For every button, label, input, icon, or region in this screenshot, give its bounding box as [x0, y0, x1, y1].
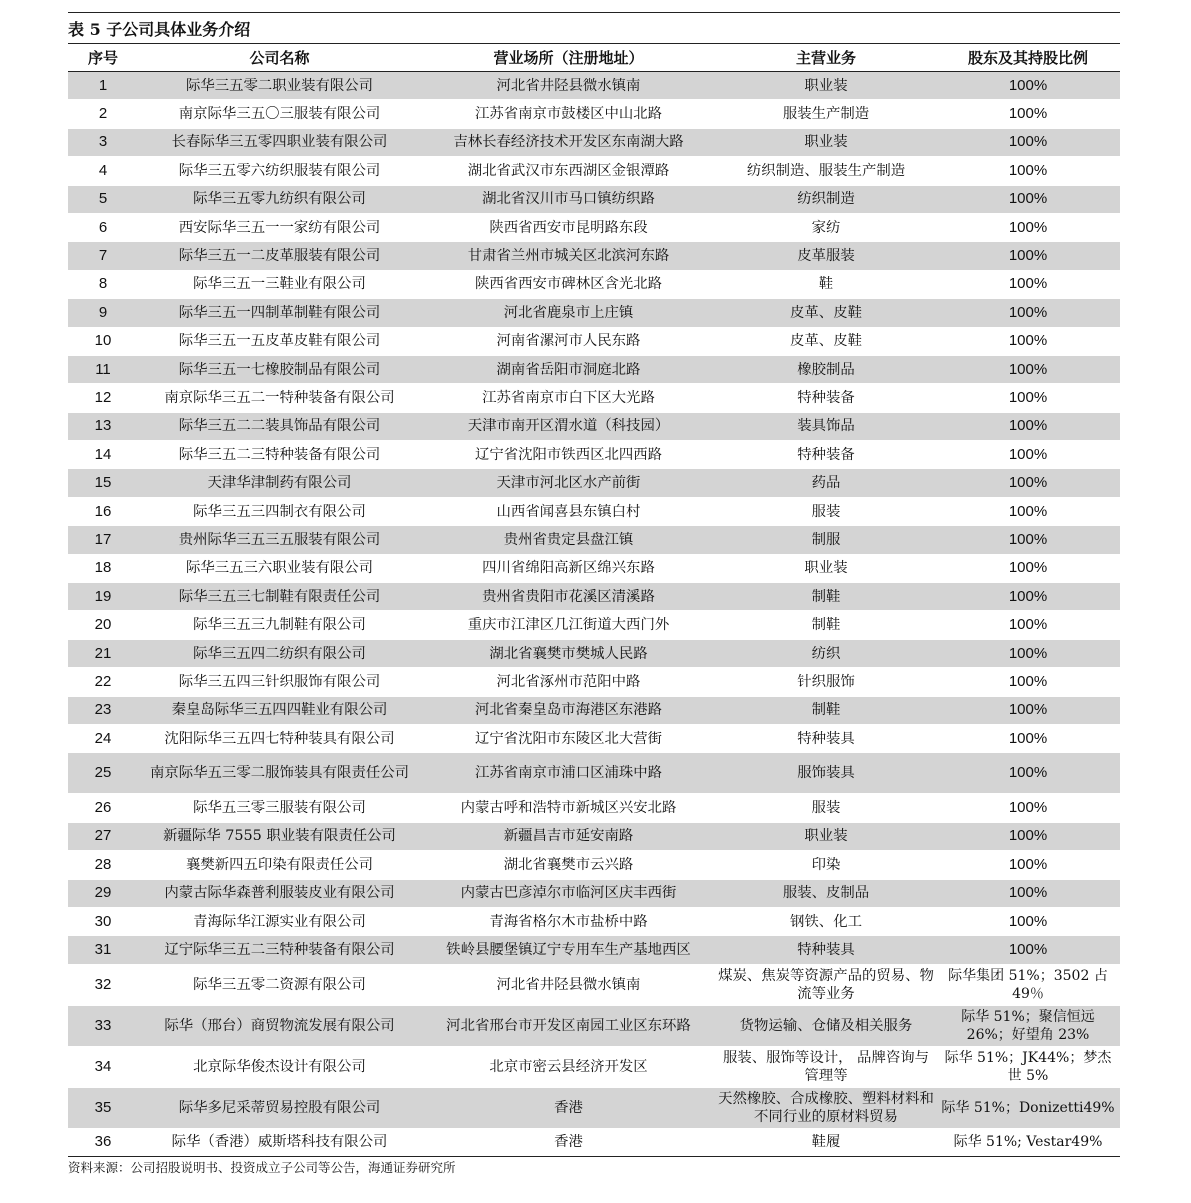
cell-business: 装具饰品 — [716, 412, 936, 440]
cell-address: 内蒙古巴彦淖尔市临河区庆丰西街 — [421, 879, 716, 907]
cell-company-name: 际华三五三九制鞋有限公司 — [138, 611, 421, 639]
cell-shareholders: 100% — [936, 554, 1120, 582]
cell-shareholders: 际华 51%; Vestar49% — [936, 1128, 1120, 1156]
cell-business: 职业装 — [716, 554, 936, 582]
cell-no: 5 — [68, 185, 138, 213]
cell-address: 贵州省贵定县盘江镇 — [421, 526, 716, 554]
cell-shareholders: 100% — [936, 185, 1120, 213]
cell-address: 河北省井陉县微水镇南 — [421, 964, 716, 1005]
cell-shareholders: 100% — [936, 526, 1120, 554]
cell-address: 河南省漯河市人民东路 — [421, 327, 716, 355]
table-row — [68, 355, 1120, 383]
cell-no: 19 — [68, 583, 138, 611]
table-row — [68, 851, 1120, 879]
cell-business: 药品 — [716, 469, 936, 497]
cell-no: 15 — [68, 469, 138, 497]
header-row — [68, 44, 1120, 72]
cell-company-name: 辽宁际华三五二三特种装备有限公司 — [138, 936, 421, 964]
table-row — [68, 936, 1120, 964]
document-page — [68, 12, 1120, 1176]
cell-business: 鞋履 — [716, 1128, 936, 1156]
cell-no: 31 — [68, 936, 138, 964]
cell-no: 17 — [68, 526, 138, 554]
cell-address: 江苏省南京市鼓楼区中山北路 — [421, 100, 716, 128]
table-row — [68, 72, 1120, 100]
cell-business: 服装生产制造 — [716, 100, 936, 128]
cell-company-name: 际华三五零九纺织有限公司 — [138, 185, 421, 213]
cell-business: 特种装备 — [716, 384, 936, 412]
cell-address: 新疆昌吉市延安南路 — [421, 822, 716, 850]
cell-business: 纺织 — [716, 639, 936, 667]
cell-shareholders: 100% — [936, 907, 1120, 935]
cell-address: 湖北省武汉市东西湖区金银潭路 — [421, 157, 716, 185]
table-row — [68, 794, 1120, 822]
table-row — [68, 907, 1120, 935]
cell-shareholders: 100% — [936, 327, 1120, 355]
cell-business: 皮革、皮鞋 — [716, 327, 936, 355]
table-row — [68, 213, 1120, 241]
table-row — [68, 526, 1120, 554]
cell-shareholders: 100% — [936, 753, 1120, 794]
cell-company-name: 际华三五一七橡胶制品有限公司 — [138, 355, 421, 383]
cell-shareholders: 100% — [936, 794, 1120, 822]
table-row — [68, 157, 1120, 185]
cell-company-name: 际华三五三四制衣有限公司 — [138, 497, 421, 525]
cell-company-name: 秦皇岛际华三五四四鞋业有限公司 — [138, 696, 421, 724]
cell-address: 湖北省汉川市马口镇纺织路 — [421, 185, 716, 213]
cell-address: 江苏省南京市浦口区浦珠中路 — [421, 753, 716, 794]
cell-no: 36 — [68, 1128, 138, 1156]
table-body — [68, 72, 1120, 1157]
cell-shareholders: 100% — [936, 822, 1120, 850]
cell-shareholders: 100% — [936, 611, 1120, 639]
cell-company-name: 襄樊新四五印染有限责任公司 — [138, 851, 421, 879]
cell-shareholders: 际华 51%；JK44%；梦杰世 5% — [936, 1046, 1120, 1087]
cell-shareholders: 100% — [936, 583, 1120, 611]
table-row — [68, 724, 1120, 752]
cell-shareholders: 100% — [936, 270, 1120, 298]
table-row — [68, 469, 1120, 497]
cell-business: 服装 — [716, 497, 936, 525]
cell-company-name: 际华三五四二纺织有限公司 — [138, 639, 421, 667]
cell-company-name: 贵州际华三五三五服装有限公司 — [138, 526, 421, 554]
cell-shareholders: 100% — [936, 157, 1120, 185]
cell-business: 制鞋 — [716, 583, 936, 611]
cell-no: 34 — [68, 1046, 138, 1087]
table-row — [68, 583, 1120, 611]
table-row — [68, 128, 1120, 156]
cell-no: 16 — [68, 497, 138, 525]
cell-no: 24 — [68, 724, 138, 752]
cell-no: 30 — [68, 907, 138, 935]
cell-shareholders: 100% — [936, 242, 1120, 270]
cell-address: 湖南省岳阳市洞庭北路 — [421, 355, 716, 383]
cell-company-name: 西安际华三五一一家纺有限公司 — [138, 213, 421, 241]
cell-no: 35 — [68, 1087, 138, 1128]
cell-address: 铁岭县腰堡镇辽宁专用车生产基地西区 — [421, 936, 716, 964]
cell-address: 山西省闻喜县东镇白村 — [421, 497, 716, 525]
cell-business: 煤炭、焦炭等资源产品的贸易、物流等业务 — [716, 964, 936, 1005]
cell-company-name: 南京际华三五〇三服装有限公司 — [138, 100, 421, 128]
cell-address: 河北省邢台市开发区南园工业区东环路 — [421, 1005, 716, 1046]
cell-no: 2 — [68, 100, 138, 128]
cell-no: 25 — [68, 753, 138, 794]
cell-address: 天津市南开区渭水道（科技园） — [421, 412, 716, 440]
cell-business: 针织服饰 — [716, 668, 936, 696]
cell-company-name: 长春际华三五零四职业装有限公司 — [138, 128, 421, 156]
cell-no: 22 — [68, 668, 138, 696]
cell-company-name: 际华三五零六纺织服装有限公司 — [138, 157, 421, 185]
cell-business: 服装 — [716, 794, 936, 822]
cell-company-name: 沈阳际华三五四七特种装具有限公司 — [138, 724, 421, 752]
table-row — [68, 185, 1120, 213]
cell-address: 江苏省南京市白下区大光路 — [421, 384, 716, 412]
table-row — [68, 1087, 1120, 1128]
table-title: 表 5 子公司具体业务介绍 — [68, 20, 251, 39]
cell-address: 吉林长春经济技术开发区东南湖大路 — [421, 128, 716, 156]
cell-business: 货物运输、仓储及相关服务 — [716, 1005, 936, 1046]
cell-company-name: 际华三五零二职业装有限公司 — [138, 72, 421, 100]
cell-no: 26 — [68, 794, 138, 822]
cell-address: 陕西省西安市碑林区含光北路 — [421, 270, 716, 298]
cell-business: 服装、服饰等设计， 品牌咨询与管理等 — [716, 1046, 936, 1087]
cell-company-name: 青海际华江源实业有限公司 — [138, 907, 421, 935]
cell-address: 辽宁省沈阳市铁西区北四西路 — [421, 441, 716, 469]
cell-business: 特种装具 — [716, 724, 936, 752]
cell-company-name: 际华（邢台）商贸物流发展有限公司 — [138, 1005, 421, 1046]
cell-shareholders: 100% — [936, 412, 1120, 440]
cell-business: 皮革、皮鞋 — [716, 299, 936, 327]
table-row — [68, 100, 1120, 128]
cell-company-name: 际华三五三七制鞋有限责任公司 — [138, 583, 421, 611]
cell-address: 河北省秦皇岛市海港区东港路 — [421, 696, 716, 724]
cell-shareholders: 100% — [936, 299, 1120, 327]
cell-company-name: 际华三五二二装具饰品有限公司 — [138, 412, 421, 440]
cell-business: 纺织制造、服装生产制造 — [716, 157, 936, 185]
header-address: 营业场所（注册地址） — [421, 44, 716, 72]
table-row — [68, 497, 1120, 525]
cell-shareholders: 100% — [936, 696, 1120, 724]
cell-no: 1 — [68, 72, 138, 100]
cell-business: 纺织制造 — [716, 185, 936, 213]
cell-address: 重庆市江津区几江街道大西门外 — [421, 611, 716, 639]
source-note: 资料来源：公司招股说明书、投资成立子公司等公告，海通证券研究所 — [68, 1160, 456, 1176]
cell-no: 3 — [68, 128, 138, 156]
cell-address: 湖北省襄樊市樊城人民路 — [421, 639, 716, 667]
cell-address: 内蒙古呼和浩特市新城区兴安北路 — [421, 794, 716, 822]
header-company-name: 公司名称 — [138, 44, 421, 72]
cell-business: 服饰装具 — [716, 753, 936, 794]
table-row — [68, 554, 1120, 582]
cell-business: 制鞋 — [716, 696, 936, 724]
subsidiary-table — [68, 43, 1120, 1157]
cell-address: 四川省绵阳高新区绵兴东路 — [421, 554, 716, 582]
cell-business: 职业装 — [716, 128, 936, 156]
cell-shareholders: 100% — [936, 213, 1120, 241]
cell-no: 21 — [68, 639, 138, 667]
header-business: 主营业务 — [716, 44, 936, 72]
cell-address: 北京市密云县经济开发区 — [421, 1046, 716, 1087]
cell-company-name: 际华（香港）威斯塔科技有限公司 — [138, 1128, 421, 1156]
cell-no: 23 — [68, 696, 138, 724]
cell-company-name: 天津华津制药有限公司 — [138, 469, 421, 497]
cell-business: 天然橡胶、合成橡胶、塑料材料和不同行业的原材料贸易 — [716, 1087, 936, 1128]
cell-business: 制鞋 — [716, 611, 936, 639]
cell-shareholders: 100% — [936, 879, 1120, 907]
cell-business: 特种装备 — [716, 441, 936, 469]
cell-shareholders: 100% — [936, 724, 1120, 752]
cell-no: 14 — [68, 441, 138, 469]
table-row — [68, 611, 1120, 639]
table-row — [68, 1128, 1120, 1156]
cell-business: 钢铁、化工 — [716, 907, 936, 935]
cell-business: 皮革服装 — [716, 242, 936, 270]
cell-company-name: 际华三五一五皮革皮鞋有限公司 — [138, 327, 421, 355]
cell-shareholders: 际华 51%；Donizetti49% — [936, 1087, 1120, 1128]
cell-address: 河北省涿州市范阳中路 — [421, 668, 716, 696]
cell-business: 鞋 — [716, 270, 936, 298]
cell-no: 13 — [68, 412, 138, 440]
cell-shareholders: 100% — [936, 72, 1120, 100]
table-row — [68, 668, 1120, 696]
cell-shareholders: 100% — [936, 128, 1120, 156]
cell-address: 贵州省贵阳市花溪区清溪路 — [421, 583, 716, 611]
cell-business: 服装、皮制品 — [716, 879, 936, 907]
cell-company-name: 际华三五二三特种装备有限公司 — [138, 441, 421, 469]
cell-no: 18 — [68, 554, 138, 582]
cell-address: 陕西省西安市昆明路东段 — [421, 213, 716, 241]
cell-shareholders: 100% — [936, 355, 1120, 383]
cell-company-name: 南京际华五三零二服饰装具有限责任公司 — [138, 753, 421, 794]
cell-address: 湖北省襄樊市云兴路 — [421, 851, 716, 879]
cell-company-name: 际华三五一三鞋业有限公司 — [138, 270, 421, 298]
cell-shareholders: 100% — [936, 497, 1120, 525]
cell-address: 天津市河北区水产前街 — [421, 469, 716, 497]
cell-no: 33 — [68, 1005, 138, 1046]
table-row — [68, 879, 1120, 907]
table-row — [68, 441, 1120, 469]
cell-shareholders: 100% — [936, 441, 1120, 469]
table-row — [68, 964, 1120, 1005]
table-row — [68, 1005, 1120, 1046]
cell-address: 甘肃省兰州市城关区北滨河东路 — [421, 242, 716, 270]
cell-business: 职业装 — [716, 72, 936, 100]
table-row — [68, 384, 1120, 412]
header-no: 序号 — [68, 44, 138, 72]
cell-business: 职业装 — [716, 822, 936, 850]
cell-business: 家纺 — [716, 213, 936, 241]
cell-address: 河北省井陉县微水镇南 — [421, 72, 716, 100]
cell-address: 香港 — [421, 1128, 716, 1156]
cell-company-name: 际华三五一四制革制鞋有限公司 — [138, 299, 421, 327]
table-row — [68, 242, 1120, 270]
cell-no: 4 — [68, 157, 138, 185]
cell-shareholders: 100% — [936, 100, 1120, 128]
cell-company-name: 际华五三零三服装有限公司 — [138, 794, 421, 822]
cell-shareholders: 100% — [936, 469, 1120, 497]
cell-no: 8 — [68, 270, 138, 298]
table-row — [68, 696, 1120, 724]
cell-shareholders: 际华集团 51%；3502 占 49％ — [936, 964, 1120, 1005]
cell-shareholders: 际华 51%；聚信恒远 26%；好望角 23% — [936, 1005, 1120, 1046]
cell-address: 青海省格尔木市盐桥中路 — [421, 907, 716, 935]
cell-company-name: 际华三五三六职业装有限公司 — [138, 554, 421, 582]
cell-company-name: 际华三五零二资源有限公司 — [138, 964, 421, 1005]
cell-company-name: 际华三五四三针织服饰有限公司 — [138, 668, 421, 696]
cell-no: 29 — [68, 879, 138, 907]
cell-no: 20 — [68, 611, 138, 639]
cell-business: 印染 — [716, 851, 936, 879]
cell-no: 12 — [68, 384, 138, 412]
cell-company-name: 南京际华三五二一特种装备有限公司 — [138, 384, 421, 412]
cell-no: 9 — [68, 299, 138, 327]
table-row — [68, 822, 1120, 850]
cell-business: 制服 — [716, 526, 936, 554]
cell-company-name: 际华多尼采蒂贸易控股有限公司 — [138, 1087, 421, 1128]
cell-shareholders: 100% — [936, 639, 1120, 667]
cell-shareholders: 100% — [936, 936, 1120, 964]
cell-business: 特种装具 — [716, 936, 936, 964]
cell-address: 河北省鹿泉市上庄镇 — [421, 299, 716, 327]
table-row — [68, 270, 1120, 298]
cell-business: 橡胶制品 — [716, 355, 936, 383]
cell-company-name: 际华三五一二皮革服装有限公司 — [138, 242, 421, 270]
cell-address: 辽宁省沈阳市东陵区北大营街 — [421, 724, 716, 752]
cell-no: 32 — [68, 964, 138, 1005]
cell-shareholders: 100% — [936, 851, 1120, 879]
cell-shareholders: 100% — [936, 668, 1120, 696]
cell-company-name: 北京际华俊杰设计有限公司 — [138, 1046, 421, 1087]
cell-no: 27 — [68, 822, 138, 850]
cell-no: 10 — [68, 327, 138, 355]
table-row — [68, 753, 1120, 794]
cell-no: 7 — [68, 242, 138, 270]
table-row — [68, 639, 1120, 667]
header-shareholders: 股东及其持股比例 — [936, 44, 1120, 72]
cell-no: 11 — [68, 355, 138, 383]
cell-no: 6 — [68, 213, 138, 241]
cell-no: 28 — [68, 851, 138, 879]
table-row — [68, 1046, 1120, 1087]
cell-company-name: 新疆际华 7555 职业装有限责任公司 — [138, 822, 421, 850]
cell-address: 香港 — [421, 1087, 716, 1128]
table-row — [68, 412, 1120, 440]
table-row — [68, 299, 1120, 327]
table-row — [68, 327, 1120, 355]
cell-company-name: 内蒙古际华森普利服装皮业有限公司 — [138, 879, 421, 907]
cell-shareholders: 100% — [936, 384, 1120, 412]
